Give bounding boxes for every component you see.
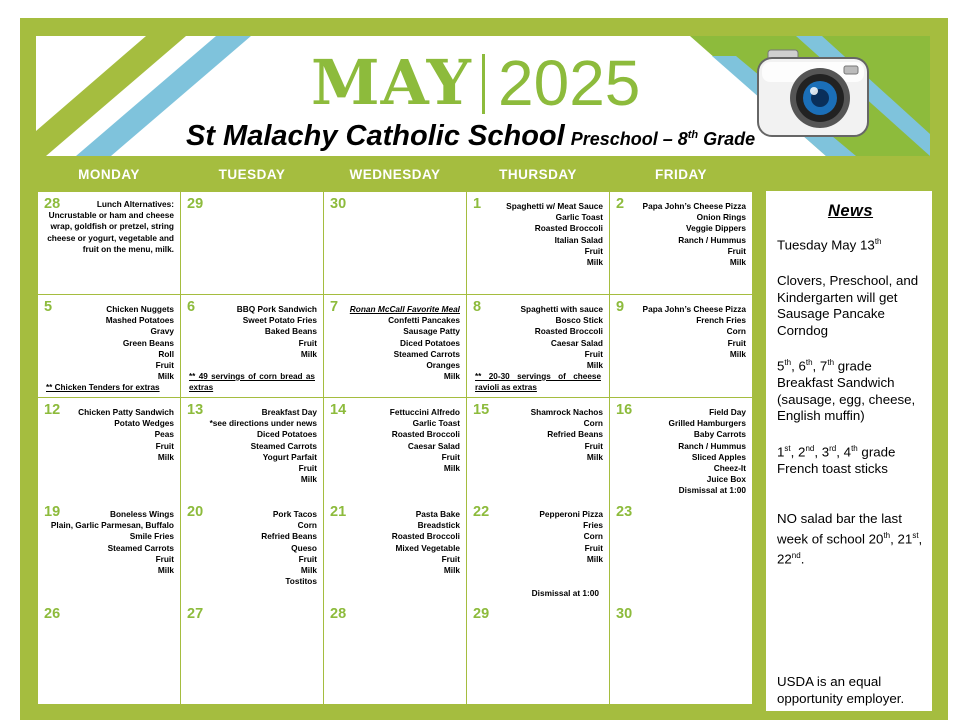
menu-item: Cheez-It	[713, 463, 746, 474]
school-name: St Malachy Catholic School	[186, 120, 565, 152]
day-cell	[181, 500, 323, 602]
news-date: Tuesday May 13th	[777, 236, 882, 252]
menu-item: Papa John’s Cheese Pizza	[642, 304, 746, 314]
day-header-friday: FRIDAY	[654, 167, 707, 182]
menu-item: Breakfast Day	[261, 407, 317, 417]
day-number: 2	[616, 196, 625, 212]
menu-item: Spaghetti with sauce	[520, 304, 603, 314]
menu-item: Bosco Stick	[555, 315, 603, 326]
calendar-header	[36, 36, 930, 156]
menu-item: Field Day	[709, 407, 746, 417]
menu-item: Fruit	[584, 348, 603, 359]
day-cell	[38, 602, 180, 704]
menu-list	[51, 509, 174, 576]
menu-item: Fruit	[584, 440, 603, 451]
menu-item: Breadstick	[417, 520, 460, 531]
menu-list	[643, 201, 746, 268]
day-header-wednesday: WEDNESDAY	[349, 167, 441, 182]
menu-list	[210, 407, 317, 485]
day-cell	[467, 602, 609, 704]
menu-item: French Fries	[696, 315, 746, 326]
menu-item: Chicken Nuggets	[106, 304, 174, 314]
school-title	[186, 120, 755, 153]
menu-item: Diced Potatoes	[257, 429, 317, 440]
menu-item: Tostitos	[285, 576, 317, 587]
menu-item: Milk	[586, 360, 603, 371]
menu-item: Fruit	[727, 337, 746, 348]
menu-item: Fries	[583, 520, 603, 531]
menu-item: Italian Salad	[554, 234, 603, 245]
menu-item: Fruit	[298, 463, 317, 474]
day-number: 5	[44, 299, 53, 315]
day-header-thursday: THURSDAY	[499, 167, 577, 182]
menu-list	[506, 201, 603, 268]
dismissal-note: Dismissal at 1:00	[531, 588, 599, 598]
menu-item: Milk	[300, 565, 317, 576]
day-number: 20	[187, 504, 204, 520]
day-cell	[38, 398, 180, 500]
day-cell	[610, 500, 752, 602]
menu-item: *see directions under news	[209, 418, 317, 429]
day-cell	[324, 398, 466, 500]
menu-list	[539, 509, 603, 565]
day-number: 21	[330, 504, 347, 520]
menu-item: Fruit	[155, 440, 174, 451]
menu-item: Fettuccini Alfredo	[389, 407, 460, 417]
day-number: 13	[187, 402, 204, 418]
menu-item: Milk	[729, 257, 746, 268]
camera-icon	[754, 46, 872, 142]
menu-item: Caesar Salad	[550, 337, 603, 348]
menu-list	[643, 304, 746, 360]
menu-item: Ranch / Hummus	[678, 440, 746, 451]
menu-list	[390, 407, 460, 474]
day-cell	[467, 398, 609, 500]
menu-item: Garlic Toast	[555, 212, 603, 223]
menu-list	[78, 407, 174, 463]
day-cell	[38, 500, 180, 602]
menu-item: fruit on the menu, milk.	[82, 243, 174, 254]
menu-item: wrap, goldfish or pretzel, string	[50, 221, 174, 232]
day-number: 6	[187, 299, 196, 315]
menu-item: Corn	[583, 418, 603, 429]
day-number: 19	[44, 504, 61, 520]
menu-item: Fruit	[155, 360, 174, 371]
title-divider	[482, 54, 485, 114]
menu-item: Fruit	[298, 553, 317, 564]
menu-item: Spaghetti w/ Meat Sauce	[506, 201, 603, 211]
day-number: 23	[616, 504, 633, 520]
day-cell	[610, 602, 752, 704]
news-item-preschool: Clovers, Preschool, and Kindergarten will get Sausage Pancake Corndog	[777, 273, 919, 338]
menu-item: Onion Rings	[696, 212, 746, 223]
menu-item: Potato Wedges	[114, 418, 174, 429]
menu-item: Milk	[729, 348, 746, 359]
menu-item: Uncrustable or ham and cheese	[48, 210, 174, 221]
menu-item: Chicken Patty Sandwich	[78, 407, 174, 417]
menu-item: Roasted Broccoli	[391, 531, 460, 542]
menu-list	[106, 304, 174, 382]
menu-item: Corn	[726, 326, 746, 337]
menu-item: Refried Beans	[547, 429, 603, 440]
day-number: 9	[616, 299, 625, 315]
day-header-monday: MONDAY	[78, 167, 140, 182]
menu-item: Papa John’s Cheese Pizza	[642, 201, 746, 211]
extras-note: ** 20-30 servings of cheese ravioli as extras	[475, 372, 601, 392]
day-cell	[181, 295, 323, 397]
favorite-meal-title: Ronan McCall Favorite Meal	[349, 304, 460, 314]
grade-range: Preschool – 8th Grade	[570, 129, 756, 149]
menu-item: Garlic Toast	[412, 418, 460, 429]
usda-statement: USDA is an equal opportunity employer.	[777, 674, 905, 706]
menu-item: Sweet Potato Fries	[242, 315, 317, 326]
day-cell	[610, 398, 752, 500]
day-number: 30	[330, 196, 347, 212]
menu-item: Sausage Patty	[403, 326, 460, 337]
menu-item: Shamrock Nachos	[530, 407, 603, 417]
news-item-lower-grades: 1st, 2nd, 3rd, 4th grade French toast sticks	[777, 443, 896, 476]
day-cell	[181, 602, 323, 704]
menu-item: Plain, Garlic Parmesan, Buffalo	[50, 520, 174, 531]
menu-item: Confetti Pancakes	[388, 315, 460, 326]
menu-item: Pasta Bake	[415, 509, 460, 519]
menu-item: Smile Fries	[129, 531, 174, 542]
day-number: 16	[616, 402, 633, 418]
day-number: 29	[187, 196, 204, 212]
menu-item: Yogurt Parfait	[262, 451, 317, 462]
menu-list	[350, 304, 460, 382]
year-title: 2025	[498, 47, 641, 119]
menu-item: Caesar Salad	[407, 440, 460, 451]
day-number: 8	[473, 299, 482, 315]
day-cell	[610, 192, 752, 294]
menu-item: Refried Beans	[261, 531, 317, 542]
menu-list	[46, 199, 174, 255]
day-cell	[324, 602, 466, 704]
day-cell	[38, 192, 180, 294]
menu-item: Fruit	[155, 553, 174, 564]
extras-note: ** Chicken Tenders for extras	[46, 382, 160, 392]
day-number: 28	[330, 606, 347, 622]
day-cell	[324, 295, 466, 397]
news-panel	[766, 191, 932, 711]
day-cell	[324, 192, 466, 294]
menu-item: Corn	[297, 520, 317, 531]
day-cell	[38, 295, 180, 397]
extras-note: ** 49 servings of corn bread as extras	[189, 372, 315, 392]
menu-item: Milk	[157, 565, 174, 576]
menu-item: Mashed Potatoes	[105, 315, 174, 326]
menu-item: Queso	[291, 542, 317, 553]
day-number: 28	[44, 196, 61, 212]
menu-item: Fruit	[584, 542, 603, 553]
menu-item: Mixed Vegetable	[395, 542, 460, 553]
menu-item: Fruit	[727, 245, 746, 256]
menu-item: Veggie Dippers	[686, 223, 746, 234]
news-item-upper-grades: 5th, 6th, 7th grade Breakfast Sandwich (sausage, egg, cheese, English muffin)	[777, 358, 916, 424]
menu-item: Boneless Wings	[109, 509, 174, 519]
day-cell	[181, 192, 323, 294]
day-cell	[467, 295, 609, 397]
day-number: 30	[616, 606, 633, 622]
menu-item: Pepperoni Pizza	[539, 509, 603, 519]
menu-item: Milk	[443, 565, 460, 576]
menu-item: Grilled Hamburgers	[668, 418, 746, 429]
menu-item: Baby Carrots	[693, 429, 746, 440]
menu-item: Peas	[154, 429, 174, 440]
menu-list	[237, 304, 317, 360]
menu-item: Fruit	[298, 337, 317, 348]
menu-item: Roll	[158, 348, 174, 359]
day-header-tuesday: TUESDAY	[218, 167, 286, 182]
menu-list	[261, 509, 317, 587]
day-cell	[610, 295, 752, 397]
day-cell	[467, 192, 609, 294]
menu-item: Fruit	[441, 553, 460, 564]
day-cell	[324, 500, 466, 602]
month-title: MAY	[311, 46, 472, 119]
menu-list	[520, 304, 603, 371]
menu-item: Steamed Carrots	[393, 348, 460, 359]
menu-item: Baked Beans	[264, 326, 317, 337]
menu-item: Fruit	[441, 451, 460, 462]
menu-item: Green Beans	[122, 337, 174, 348]
menu-item: Fruit	[584, 245, 603, 256]
menu-item: Milk	[157, 371, 174, 382]
menu-item: Milk	[586, 451, 603, 462]
day-number: 14	[330, 402, 347, 418]
menu-item: Milk	[586, 257, 603, 268]
day-number: 26	[44, 606, 61, 622]
menu-item: Oranges	[426, 360, 460, 371]
menu-item: Milk	[300, 474, 317, 485]
news-item-salad-bar: NO salad bar the last week of school 20th, 21st, 22nd.	[777, 511, 923, 567]
day-cell	[467, 500, 609, 602]
menu-item: Pork Tacos	[272, 509, 317, 519]
menu-item: Sliced Apples	[691, 451, 746, 462]
day-number: 7	[330, 299, 339, 315]
menu-item: Milk	[443, 371, 460, 382]
day-number: 29	[473, 606, 490, 622]
day-number: 1	[473, 196, 482, 212]
menu-list	[392, 509, 460, 576]
menu-item: Gravy	[150, 326, 174, 337]
menu-item: Juice Box	[706, 474, 746, 485]
menu-list	[669, 407, 746, 497]
menu-item: Roasted Broccoli	[534, 326, 603, 337]
news-title: News	[827, 202, 874, 220]
menu-item: Dismissal at 1:00	[678, 485, 746, 496]
menu-item: Lunch Alternatives:	[96, 199, 174, 209]
menu-item: Steamed Carrots	[107, 542, 174, 553]
day-number: 12	[44, 402, 61, 418]
menu-item: Corn	[583, 531, 603, 542]
day-number: 27	[187, 606, 204, 622]
menu-item: Roasted Broccoli	[391, 429, 460, 440]
menu-item: Milk	[586, 553, 603, 564]
menu-item: Milk	[157, 451, 174, 462]
menu-item: Milk	[443, 463, 460, 474]
day-cell	[181, 398, 323, 500]
menu-list	[531, 407, 603, 463]
menu-item: cheese or yogurt, vegetable and	[47, 232, 174, 243]
menu-item: Milk	[300, 348, 317, 359]
menu-item: BBQ Pork Sandwich	[236, 304, 317, 314]
menu-item: Diced Potatoes	[400, 337, 460, 348]
menu-item: Roasted Broccoli	[534, 223, 603, 234]
day-number: 15	[473, 402, 490, 418]
menu-item: Ranch / Hummus	[678, 234, 746, 245]
menu-item: Steamed Carrots	[250, 440, 317, 451]
day-number: 22	[473, 504, 490, 520]
